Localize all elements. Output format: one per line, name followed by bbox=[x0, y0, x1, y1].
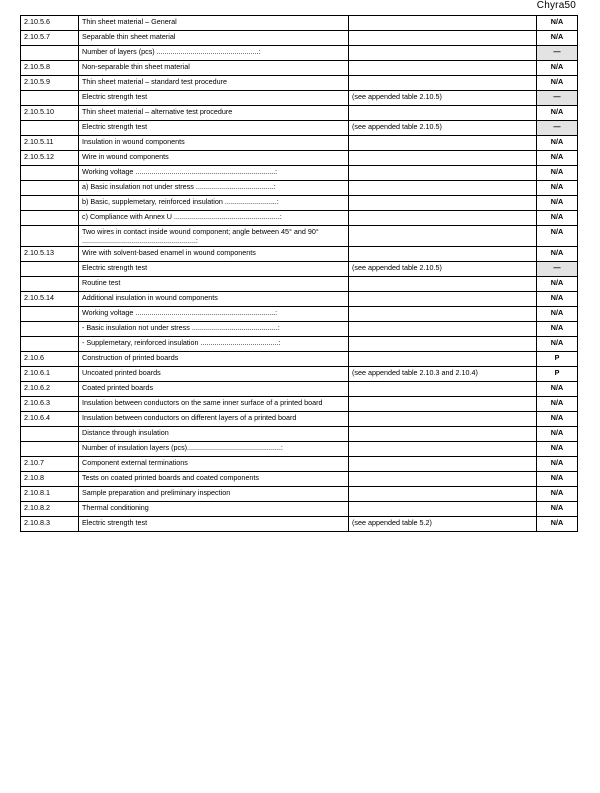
table-row bbox=[21, 442, 578, 457]
table-row bbox=[21, 517, 578, 532]
clause-cell bbox=[21, 121, 79, 136]
clause-cell: 2.10.5.10 bbox=[21, 106, 79, 121]
requirement-cell: Electric strength test bbox=[79, 91, 349, 106]
requirement-cell: Tests on coated printed boards and coated components bbox=[79, 472, 349, 487]
verdict-cell: N/A bbox=[537, 502, 578, 517]
verdict-cell: — bbox=[537, 91, 578, 106]
requirement-cell: Uncoated printed boards bbox=[79, 367, 349, 382]
result-remark-cell bbox=[349, 322, 537, 337]
clause-cell bbox=[21, 307, 79, 322]
table-row bbox=[21, 247, 578, 262]
result-remark-cell bbox=[349, 247, 537, 262]
result-remark-cell bbox=[349, 487, 537, 502]
clause-cell: 2.10.5.12 bbox=[21, 151, 79, 166]
table-row bbox=[21, 262, 578, 277]
verdict-cell: N/A bbox=[537, 247, 578, 262]
requirement-cell: Distance through insulation bbox=[79, 427, 349, 442]
clause-cell: 2.10.5.7 bbox=[21, 31, 79, 46]
table-row bbox=[21, 166, 578, 181]
clause-cell: 2.10.6.1 bbox=[21, 367, 79, 382]
clause-cell: 2.10.6.4 bbox=[21, 412, 79, 427]
verdict-cell: N/A bbox=[537, 136, 578, 151]
verdict-cell: P bbox=[537, 352, 578, 367]
result-remark-cell bbox=[349, 427, 537, 442]
table-row bbox=[21, 487, 578, 502]
clause-cell bbox=[21, 211, 79, 226]
result-remark-cell bbox=[349, 196, 537, 211]
verdict-cell: N/A bbox=[537, 472, 578, 487]
table-row bbox=[21, 472, 578, 487]
result-remark-cell bbox=[349, 151, 537, 166]
table-row bbox=[21, 91, 578, 106]
verdict-cell: N/A bbox=[537, 292, 578, 307]
result-remark-cell bbox=[349, 412, 537, 427]
verdict-cell: N/A bbox=[537, 442, 578, 457]
verdict-cell: — bbox=[537, 46, 578, 61]
result-remark-cell bbox=[349, 442, 537, 457]
verdict-cell: N/A bbox=[537, 31, 578, 46]
clause-cell bbox=[21, 277, 79, 292]
clause-cell bbox=[21, 322, 79, 337]
result-remark-cell bbox=[349, 16, 537, 31]
table-row bbox=[21, 412, 578, 427]
clause-cell: 2.10.8.2 bbox=[21, 502, 79, 517]
requirement-cell: Insulation between conductors on the same inner surface of a printed board bbox=[79, 397, 349, 412]
requirement-cell: - Basic insulation not under stress ...........................................: bbox=[79, 322, 349, 337]
verdict-cell: N/A bbox=[537, 181, 578, 196]
verdict-cell: N/A bbox=[537, 76, 578, 91]
table-row bbox=[21, 76, 578, 91]
result-remark-cell bbox=[349, 337, 537, 352]
requirement-cell: Insulation between conductors on different layers of a printed board bbox=[79, 412, 349, 427]
table-row bbox=[21, 352, 578, 367]
result-remark-cell bbox=[349, 181, 537, 196]
verdict-cell: N/A bbox=[537, 322, 578, 337]
requirement-cell: Thin sheet material – alternative test procedure bbox=[79, 106, 349, 121]
result-remark-cell: (see appended table 5.2) bbox=[349, 517, 537, 532]
requirement-cell: - Supplemetary, reinforced insulation .......................................: bbox=[79, 337, 349, 352]
clause-cell: 2.10.6.3 bbox=[21, 397, 79, 412]
requirement-cell: Additional insulation in wound components bbox=[79, 292, 349, 307]
result-remark-cell: (see appended table 2.10.5) bbox=[349, 121, 537, 136]
verdict-cell: N/A bbox=[537, 517, 578, 532]
verdict-cell: N/A bbox=[537, 337, 578, 352]
result-remark-cell: (see appended table 2.10.3 and 2.10.4) bbox=[349, 367, 537, 382]
table-row bbox=[21, 61, 578, 76]
table-row bbox=[21, 307, 578, 322]
requirement-cell: a) Basic insulation not under stress .......................................: bbox=[79, 181, 349, 196]
result-remark-cell bbox=[349, 211, 537, 226]
requirement-cell: Sample preparation and preliminary inspection bbox=[79, 487, 349, 502]
result-remark-cell bbox=[349, 472, 537, 487]
table-row bbox=[21, 397, 578, 412]
clause-cell: 2.10.8.1 bbox=[21, 487, 79, 502]
verdict-cell: N/A bbox=[537, 226, 578, 247]
table-row bbox=[21, 196, 578, 211]
requirement-cell: Thin sheet material – General bbox=[79, 16, 349, 31]
clause-cell: 2.10.5.8 bbox=[21, 61, 79, 76]
requirement-cell: Thermal conditioning bbox=[79, 502, 349, 517]
table-row bbox=[21, 136, 578, 151]
result-remark-cell bbox=[349, 106, 537, 121]
clause-cell bbox=[21, 91, 79, 106]
verdict-cell: N/A bbox=[537, 427, 578, 442]
clause-cell bbox=[21, 427, 79, 442]
requirement-cell: Construction of printed boards bbox=[79, 352, 349, 367]
verdict-cell: N/A bbox=[537, 196, 578, 211]
requirement-cell: Number of layers (pcs) ...................................................: bbox=[79, 46, 349, 61]
clause-cell: 2.10.5.13 bbox=[21, 247, 79, 262]
clause-cell bbox=[21, 442, 79, 457]
requirement-cell: Wire in wound components bbox=[79, 151, 349, 166]
verdict-cell: N/A bbox=[537, 61, 578, 76]
clause-cell: 2.10.8.3 bbox=[21, 517, 79, 532]
clause-cell bbox=[21, 196, 79, 211]
result-remark-cell bbox=[349, 292, 537, 307]
table-row bbox=[21, 226, 578, 247]
requirement-cell: Number of insulation layers (pcs)...............................................: bbox=[79, 442, 349, 457]
verdict-cell: N/A bbox=[537, 106, 578, 121]
result-remark-cell bbox=[349, 31, 537, 46]
verdict-cell: N/A bbox=[537, 307, 578, 322]
result-remark-cell bbox=[349, 382, 537, 397]
verdict-cell: N/A bbox=[537, 412, 578, 427]
requirement-cell: Component external terminations bbox=[79, 457, 349, 472]
requirement-cell: Coated printed boards bbox=[79, 382, 349, 397]
verdict-cell: N/A bbox=[537, 487, 578, 502]
result-remark-cell: (see appended table 2.10.5) bbox=[349, 91, 537, 106]
verdict-cell: N/A bbox=[537, 211, 578, 226]
verdict-cell: P bbox=[537, 367, 578, 382]
result-remark-cell: (see appended table 2.10.5) bbox=[349, 262, 537, 277]
requirement-cell: Thin sheet material – standard test procedure bbox=[79, 76, 349, 91]
clause-cell: 2.10.5.9 bbox=[21, 76, 79, 91]
requirement-cell: Electric strength test bbox=[79, 121, 349, 136]
table-row bbox=[21, 46, 578, 61]
clause-cell bbox=[21, 226, 79, 247]
requirement-cell: b) Basic, supplemetary, reinforced insulation ..........................: bbox=[79, 196, 349, 211]
clause-cell bbox=[21, 181, 79, 196]
clause-cell bbox=[21, 262, 79, 277]
table-row bbox=[21, 292, 578, 307]
page-header: Chyra50 bbox=[536, 0, 576, 11]
table-row bbox=[21, 277, 578, 292]
verdict-cell: N/A bbox=[537, 151, 578, 166]
clause-cell bbox=[21, 337, 79, 352]
requirement-cell: Working voltage ......................................................................: bbox=[79, 166, 349, 181]
clause-cell: 2.10.5.14 bbox=[21, 292, 79, 307]
result-remark-cell bbox=[349, 136, 537, 151]
result-remark-cell bbox=[349, 457, 537, 472]
verdict-cell: N/A bbox=[537, 16, 578, 31]
clause-cell: 2.10.5.6 bbox=[21, 16, 79, 31]
table-row bbox=[21, 181, 578, 196]
result-remark-cell bbox=[349, 307, 537, 322]
clause-cell: 2.10.5.11 bbox=[21, 136, 79, 151]
result-remark-cell bbox=[349, 226, 537, 247]
result-remark-cell bbox=[349, 46, 537, 61]
table-row bbox=[21, 31, 578, 46]
clause-cell: 2.10.6.2 bbox=[21, 382, 79, 397]
clause-cell: 2.10.7 bbox=[21, 457, 79, 472]
requirement-cell: Electric strength test bbox=[79, 517, 349, 532]
table-row bbox=[21, 367, 578, 382]
result-remark-cell bbox=[349, 61, 537, 76]
table-row bbox=[21, 427, 578, 442]
table-row bbox=[21, 211, 578, 226]
verdict-cell: N/A bbox=[537, 457, 578, 472]
requirement-cell: Non-separable thin sheet material bbox=[79, 61, 349, 76]
requirement-cell: Two wires in contact inside wound component; angle between 45° and 90° .........................................................: bbox=[79, 226, 349, 247]
result-remark-cell bbox=[349, 76, 537, 91]
table-row bbox=[21, 337, 578, 352]
table-row bbox=[21, 457, 578, 472]
table-row bbox=[21, 502, 578, 517]
result-remark-cell bbox=[349, 397, 537, 412]
verdict-cell: — bbox=[537, 121, 578, 136]
result-remark-cell bbox=[349, 502, 537, 517]
requirement-cell: Insulation in wound components bbox=[79, 136, 349, 151]
clause-cell: 2.10.6 bbox=[21, 352, 79, 367]
test-report-table bbox=[20, 15, 578, 532]
verdict-cell: N/A bbox=[537, 277, 578, 292]
table-row bbox=[21, 106, 578, 121]
table-row bbox=[21, 151, 578, 166]
verdict-cell: N/A bbox=[537, 397, 578, 412]
result-remark-cell bbox=[349, 352, 537, 367]
clause-cell bbox=[21, 166, 79, 181]
table-body bbox=[21, 16, 578, 532]
verdict-cell: — bbox=[537, 262, 578, 277]
table-row bbox=[21, 121, 578, 136]
clause-cell bbox=[21, 46, 79, 61]
requirement-cell: Routine test bbox=[79, 277, 349, 292]
table-row bbox=[21, 322, 578, 337]
verdict-cell: N/A bbox=[537, 166, 578, 181]
verdict-cell: N/A bbox=[537, 382, 578, 397]
requirement-cell: Working voltage ......................................................................: bbox=[79, 307, 349, 322]
clause-cell: 2.10.8 bbox=[21, 472, 79, 487]
table-row bbox=[21, 382, 578, 397]
requirement-cell: Wire with solvent-based enamel in wound components bbox=[79, 247, 349, 262]
table-row bbox=[21, 16, 578, 31]
requirement-cell: Electric strength test bbox=[79, 262, 349, 277]
result-remark-cell bbox=[349, 166, 537, 181]
requirement-cell: Separable thin sheet material bbox=[79, 31, 349, 46]
requirement-cell: c) Compliance with Annex U .....................................................: bbox=[79, 211, 349, 226]
result-remark-cell bbox=[349, 277, 537, 292]
